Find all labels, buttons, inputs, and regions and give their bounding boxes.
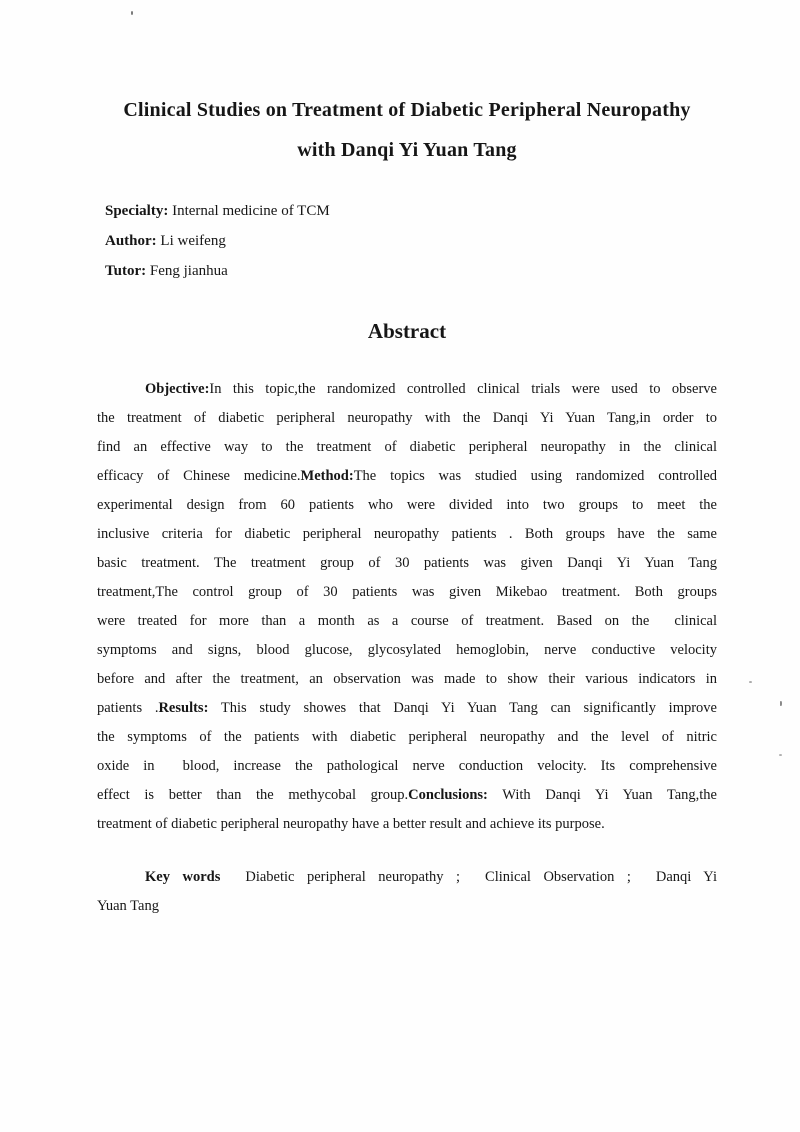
abstract-line	[97, 375, 717, 404]
abstract-line	[97, 549, 717, 578]
abstract-text: effect is better than the methycobal group.	[97, 787, 409, 803]
abstract-line	[97, 607, 717, 636]
abstract-line	[97, 636, 717, 665]
abstract-line	[97, 781, 717, 810]
document-body	[97, 0, 717, 921]
keywords-list-continued: Yuan Tang	[97, 898, 159, 914]
abstract-line	[97, 665, 717, 694]
scan-speck	[779, 754, 782, 756]
abstract-text: treatment,The control group of 30 patients was given Mikebao treatment. Both groups	[97, 584, 717, 600]
abstract-line	[97, 520, 717, 549]
abstract-line	[97, 578, 717, 607]
abstract-text: the symptoms of the patients with diabetic peripheral neuropathy and the level of nitric	[97, 729, 717, 745]
abstract-text: basic treatment. The treatment group of 30 patients was given Danqi Yi Yuan Tang	[97, 555, 717, 571]
scan-speck	[780, 701, 782, 706]
paper-title-line-2: with Danqi Yi Yuan Tang	[297, 139, 517, 161]
abstract-line	[97, 462, 717, 491]
meta-tutor-label: Tutor:	[105, 263, 147, 279]
paper-title	[97, 0, 717, 170]
keywords-list: Diabetic peripheral neuropathy ; Clinical Observation ; Danqi Yi	[220, 869, 717, 885]
meta-specialty	[105, 196, 717, 226]
abstract-text: patients .	[97, 700, 159, 716]
abstract-text: symptoms and signs, blood glucose, glycosylated hemoglobin, nerve conductive velocity	[97, 642, 717, 658]
keywords-line	[97, 892, 717, 921]
keywords-paragraph	[97, 863, 717, 921]
abstract-text: The topics was studied using randomized controlled	[353, 468, 718, 484]
meta-tutor	[105, 256, 717, 286]
meta-specialty-label: Specialty:	[105, 203, 169, 219]
abstract-text: oxide in blood, increase the pathological nerve conduction velocity. Its comprehensive	[97, 758, 717, 774]
abstract-text: In this topic,the randomized controlled clinical trials were used to observe	[209, 381, 717, 397]
abstract-text: were treated for more than a month as a course of treatment. Based on the clinical	[97, 613, 717, 629]
meta-block	[105, 196, 717, 286]
abstract-line	[97, 491, 717, 520]
objective-label: Objective:	[145, 381, 210, 397]
meta-author-value: Li weifeng	[156, 233, 226, 249]
abstract-line	[97, 433, 717, 462]
meta-tutor-value: Feng jianhua	[146, 263, 228, 279]
abstract-text: This study showes that Danqi Yi Yuan Tang can significantly improve	[208, 700, 717, 716]
scan-speck	[131, 11, 133, 15]
abstract-text: inclusive criteria for diabetic peripheral neuropathy patients . Both groups have the same	[97, 526, 717, 542]
abstract-text: efficacy of Chinese medicine.	[97, 468, 301, 484]
conclusions-label: Conclusions:	[408, 787, 488, 803]
abstract-text: find an effective way to the treatment of diabetic peripheral neuropathy in the clinical	[97, 439, 717, 455]
abstract-line	[97, 723, 717, 752]
abstract-text: the treatment of diabetic peripheral neuropathy with the Danqi Yi Yuan Tang,in order to	[97, 410, 717, 426]
abstract-line	[97, 404, 717, 433]
abstract-text: experimental design from 60 patients who were divided into two groups to meet the	[97, 497, 717, 513]
abstract-line	[97, 810, 717, 839]
abstract-line	[97, 752, 717, 781]
meta-author	[105, 226, 717, 256]
abstract-paragraph	[97, 375, 717, 839]
scan-speck	[749, 681, 752, 683]
abstract-heading: Abstract	[367, 319, 447, 343]
method-label: Method:	[300, 468, 354, 484]
keywords-label: Key words	[145, 869, 221, 885]
abstract-text: before and after the treatment, an observation was made to show their various indicators in	[97, 671, 717, 687]
abstract-line	[97, 694, 717, 723]
meta-specialty-value: Internal medicine of TCM	[168, 203, 330, 219]
results-label: Results:	[158, 700, 209, 716]
abstract-text: With Danqi Yi Yuan Tang,the	[487, 787, 717, 803]
meta-author-label: Author:	[105, 233, 157, 249]
abstract-text: treatment of diabetic peripheral neuropathy have a better result and achieve its purpose.	[97, 816, 605, 832]
keywords-line	[97, 863, 717, 892]
paper-title-line-1: Clinical Studies on Treatment of Diabetic Peripheral Neuropathy	[123, 99, 691, 121]
